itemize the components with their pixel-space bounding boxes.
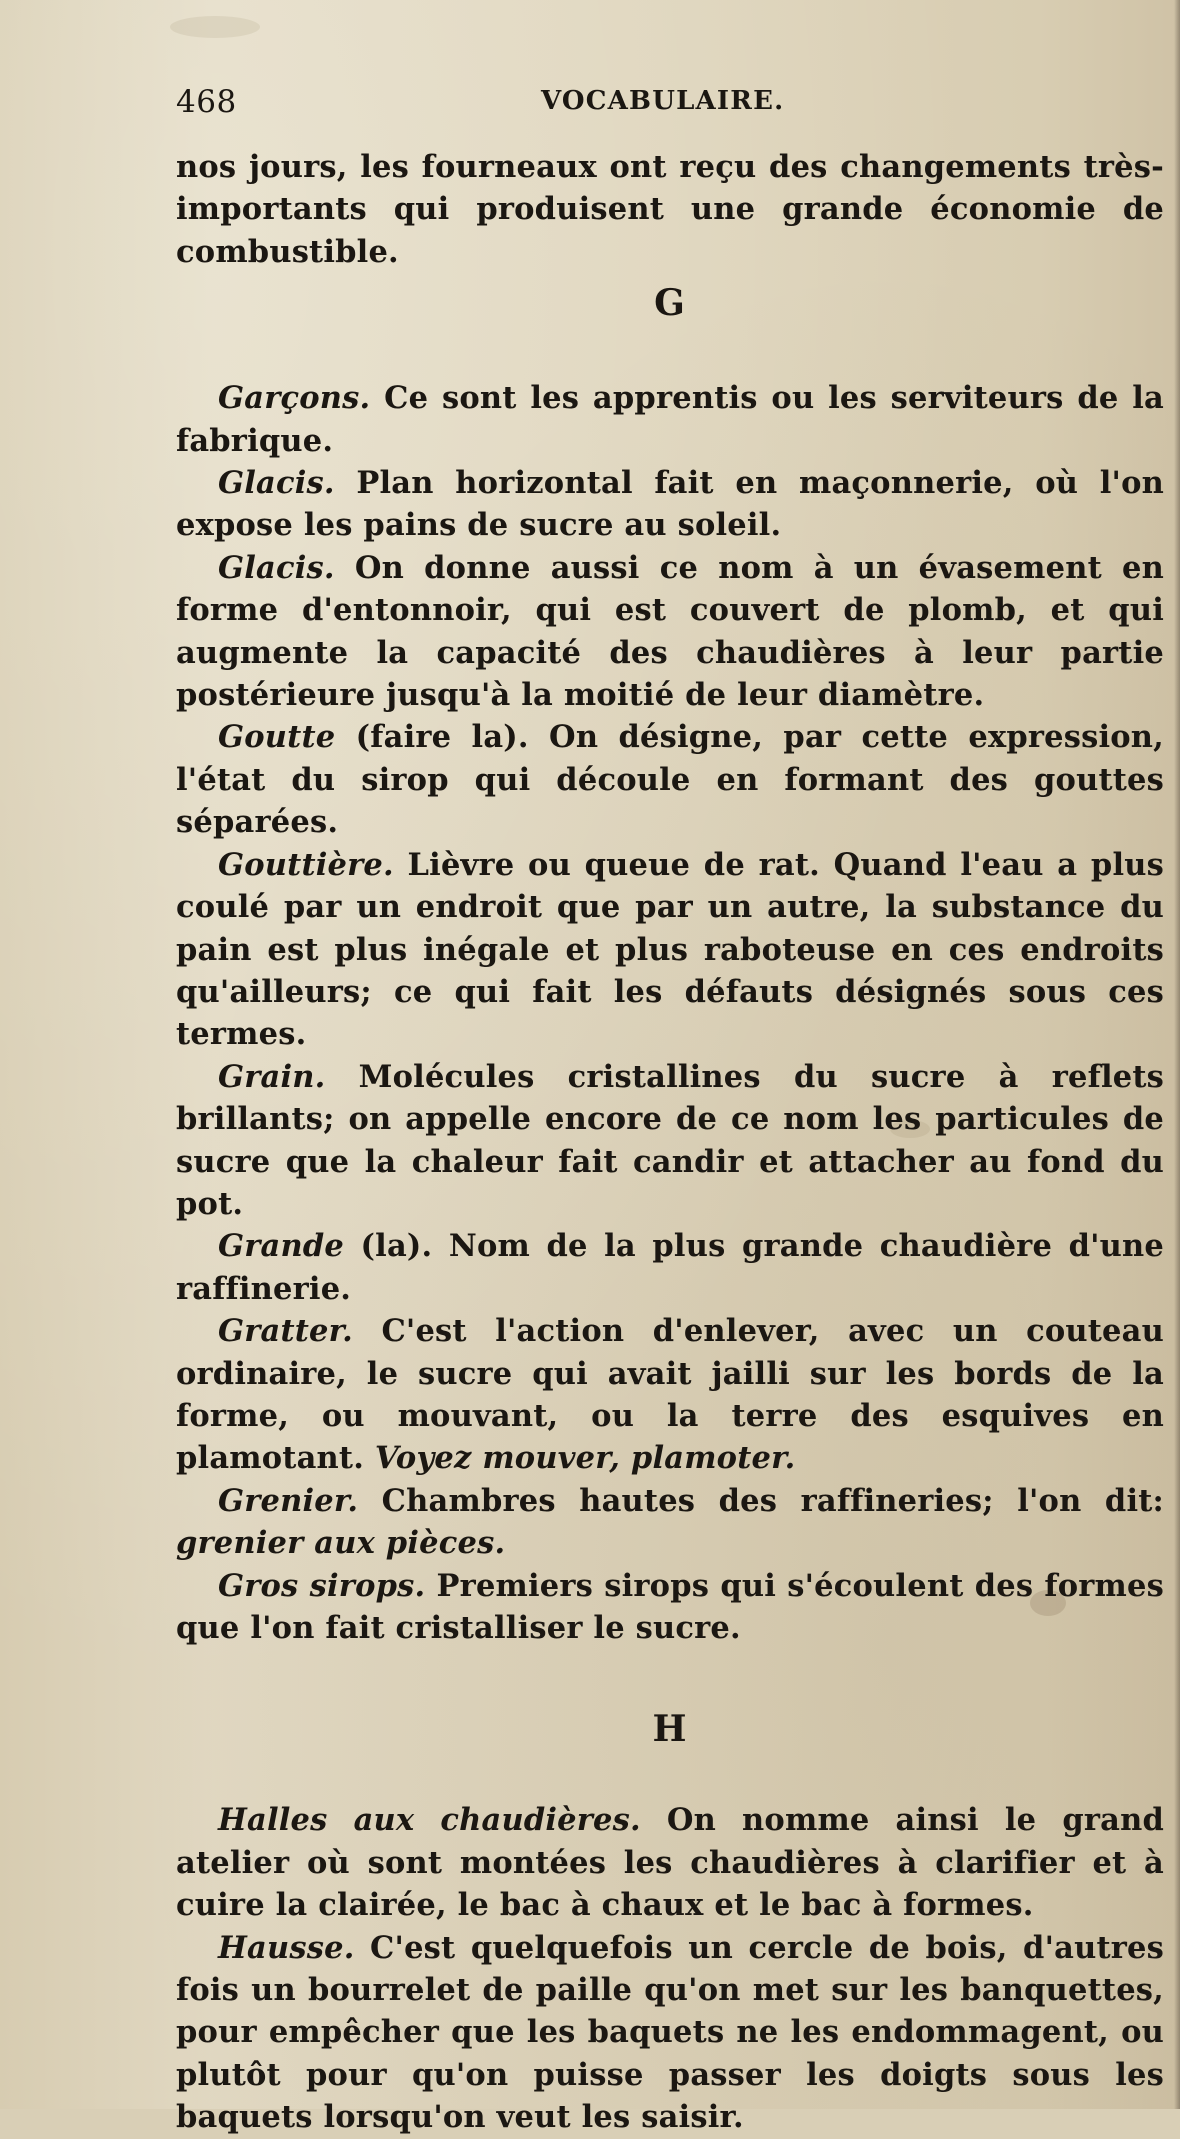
page-body: [176, 146, 1164, 2139]
entry-term: Glacis.: [218, 549, 335, 586]
entry-definition: Molécules cristallines du sucre à reflets brillants; on appelle encore de ce nom les particules de sucre que la chaleur fait candir et attacher au fond du pot.: [176, 1058, 1164, 1222]
entry-definition: Plan horizontal fait en maçonnerie, où l'on expose les pains de sucre au soleil.: [176, 465, 1164, 544]
entry-definition: C'est quelquefois un cercle de bois, d'autres fois un bourrelet de paille qu'on met sur les banquettes, pour empêcher que les baquets ne les endommagent, ou plutôt pour qu'on puisse passer les doigts sous les baquets lorsqu'on veut les saisir.: [176, 1929, 1164, 2136]
entry-term: Halles aux chaudières.: [218, 1802, 641, 1839]
entry-definition: Lièvre ou queue de rat. Quand l'eau a plus coulé par un endroit que par un autre, la substance du pain est plus inégale et plus raboteuse en ces endroits qu'ailleurs; ce qui fait les défauts désignés sous ces termes.: [176, 846, 1164, 1053]
entry-term: Gros sirops.: [218, 1567, 426, 1604]
dictionary-entry-gros-sirops: [176, 1565, 1164, 1650]
entry-definition: Premiers sirops qui s'écoulent des formes que l'on fait cristalliser le sucre.: [176, 1567, 1164, 1646]
entry-term: Goutte: [218, 719, 336, 756]
dictionary-entry-gratter: [176, 1310, 1164, 1480]
entry-term: Gratter.: [218, 1313, 353, 1350]
entry-definition: Chambres hautes des raffineries; l'on dit:: [358, 1482, 1164, 1519]
dictionary-entry-gouttiere: [176, 844, 1164, 1056]
dictionary-entry-glacis: [176, 462, 1164, 547]
page-header: [176, 84, 1156, 128]
dictionary-entry-garcons: [176, 377, 1164, 462]
dictionary-entry-grain: [176, 1056, 1164, 1226]
entry-definition: On donne aussi ce nom à un évasement en forme d'entonnoir, qui est couvert de plomb, et qui augmente la capacité des chaudières à leur partie postérieure jusqu'à la moitié de leur diamètre.: [176, 549, 1164, 714]
entry-definition: (faire la). On désigne, par cette expression, l'état du sirop qui découle en formant des gouttes séparées.: [176, 719, 1164, 841]
section-letter-h: H: [652, 1708, 688, 1751]
entry-term: Glacis.: [218, 465, 335, 502]
entry-term: Garçons.: [218, 380, 371, 417]
dictionary-entry-grenier: [176, 1480, 1164, 1565]
entry-definition: Ce sont les apprentis ou les serviteurs de la fabrique.: [176, 380, 1164, 459]
page-gutter-shadow: [1174, 0, 1180, 2109]
continued-paragraph: nos jours, les fourneaux ont reçu des changements très-importants qui produisent une grande économie de combustible.: [176, 149, 1164, 270]
entry-term: Grain.: [218, 1058, 326, 1095]
entry-definition: On nomme ainsi le grand atelier où sont montées les chaudières à clarifier et à cuire la clairée, le bac à chaux et le bac à formes.: [176, 1802, 1164, 1924]
entry-term: Hausse.: [218, 1929, 355, 1966]
dictionary-entry-hausse: [176, 1927, 1164, 2139]
section-letter-g: G: [654, 282, 686, 325]
dictionary-entry-grande: [176, 1225, 1164, 1310]
entry-definition: (la). Nom de la plus grande chaudière d'une raffinerie.: [176, 1228, 1164, 1307]
running-title: VOCABULAIRE.: [541, 86, 785, 116]
entry-term: Grande: [218, 1228, 344, 1265]
dictionary-entry-glacis-2: [176, 547, 1164, 717]
page-number: 468: [176, 84, 237, 120]
dictionary-entry-goutte: [176, 716, 1164, 843]
entry-definition: C'est l'action d'enlever, avec un couteau ordinaire, le sucre qui avait jailli sur les bords de la forme, ou mouvant, ou la terre des esquives en plamotant.: [176, 1313, 1164, 1477]
dictionary-entry-halles: [176, 1799, 1164, 1926]
italic-phrase: grenier aux pièces.: [176, 1525, 506, 1562]
entry-term: Grenier.: [218, 1482, 359, 1519]
cross-reference: Voyez mouver, plamoter.: [374, 1440, 796, 1477]
paper-stain: [170, 16, 260, 38]
entry-term: Gouttière.: [218, 846, 394, 883]
